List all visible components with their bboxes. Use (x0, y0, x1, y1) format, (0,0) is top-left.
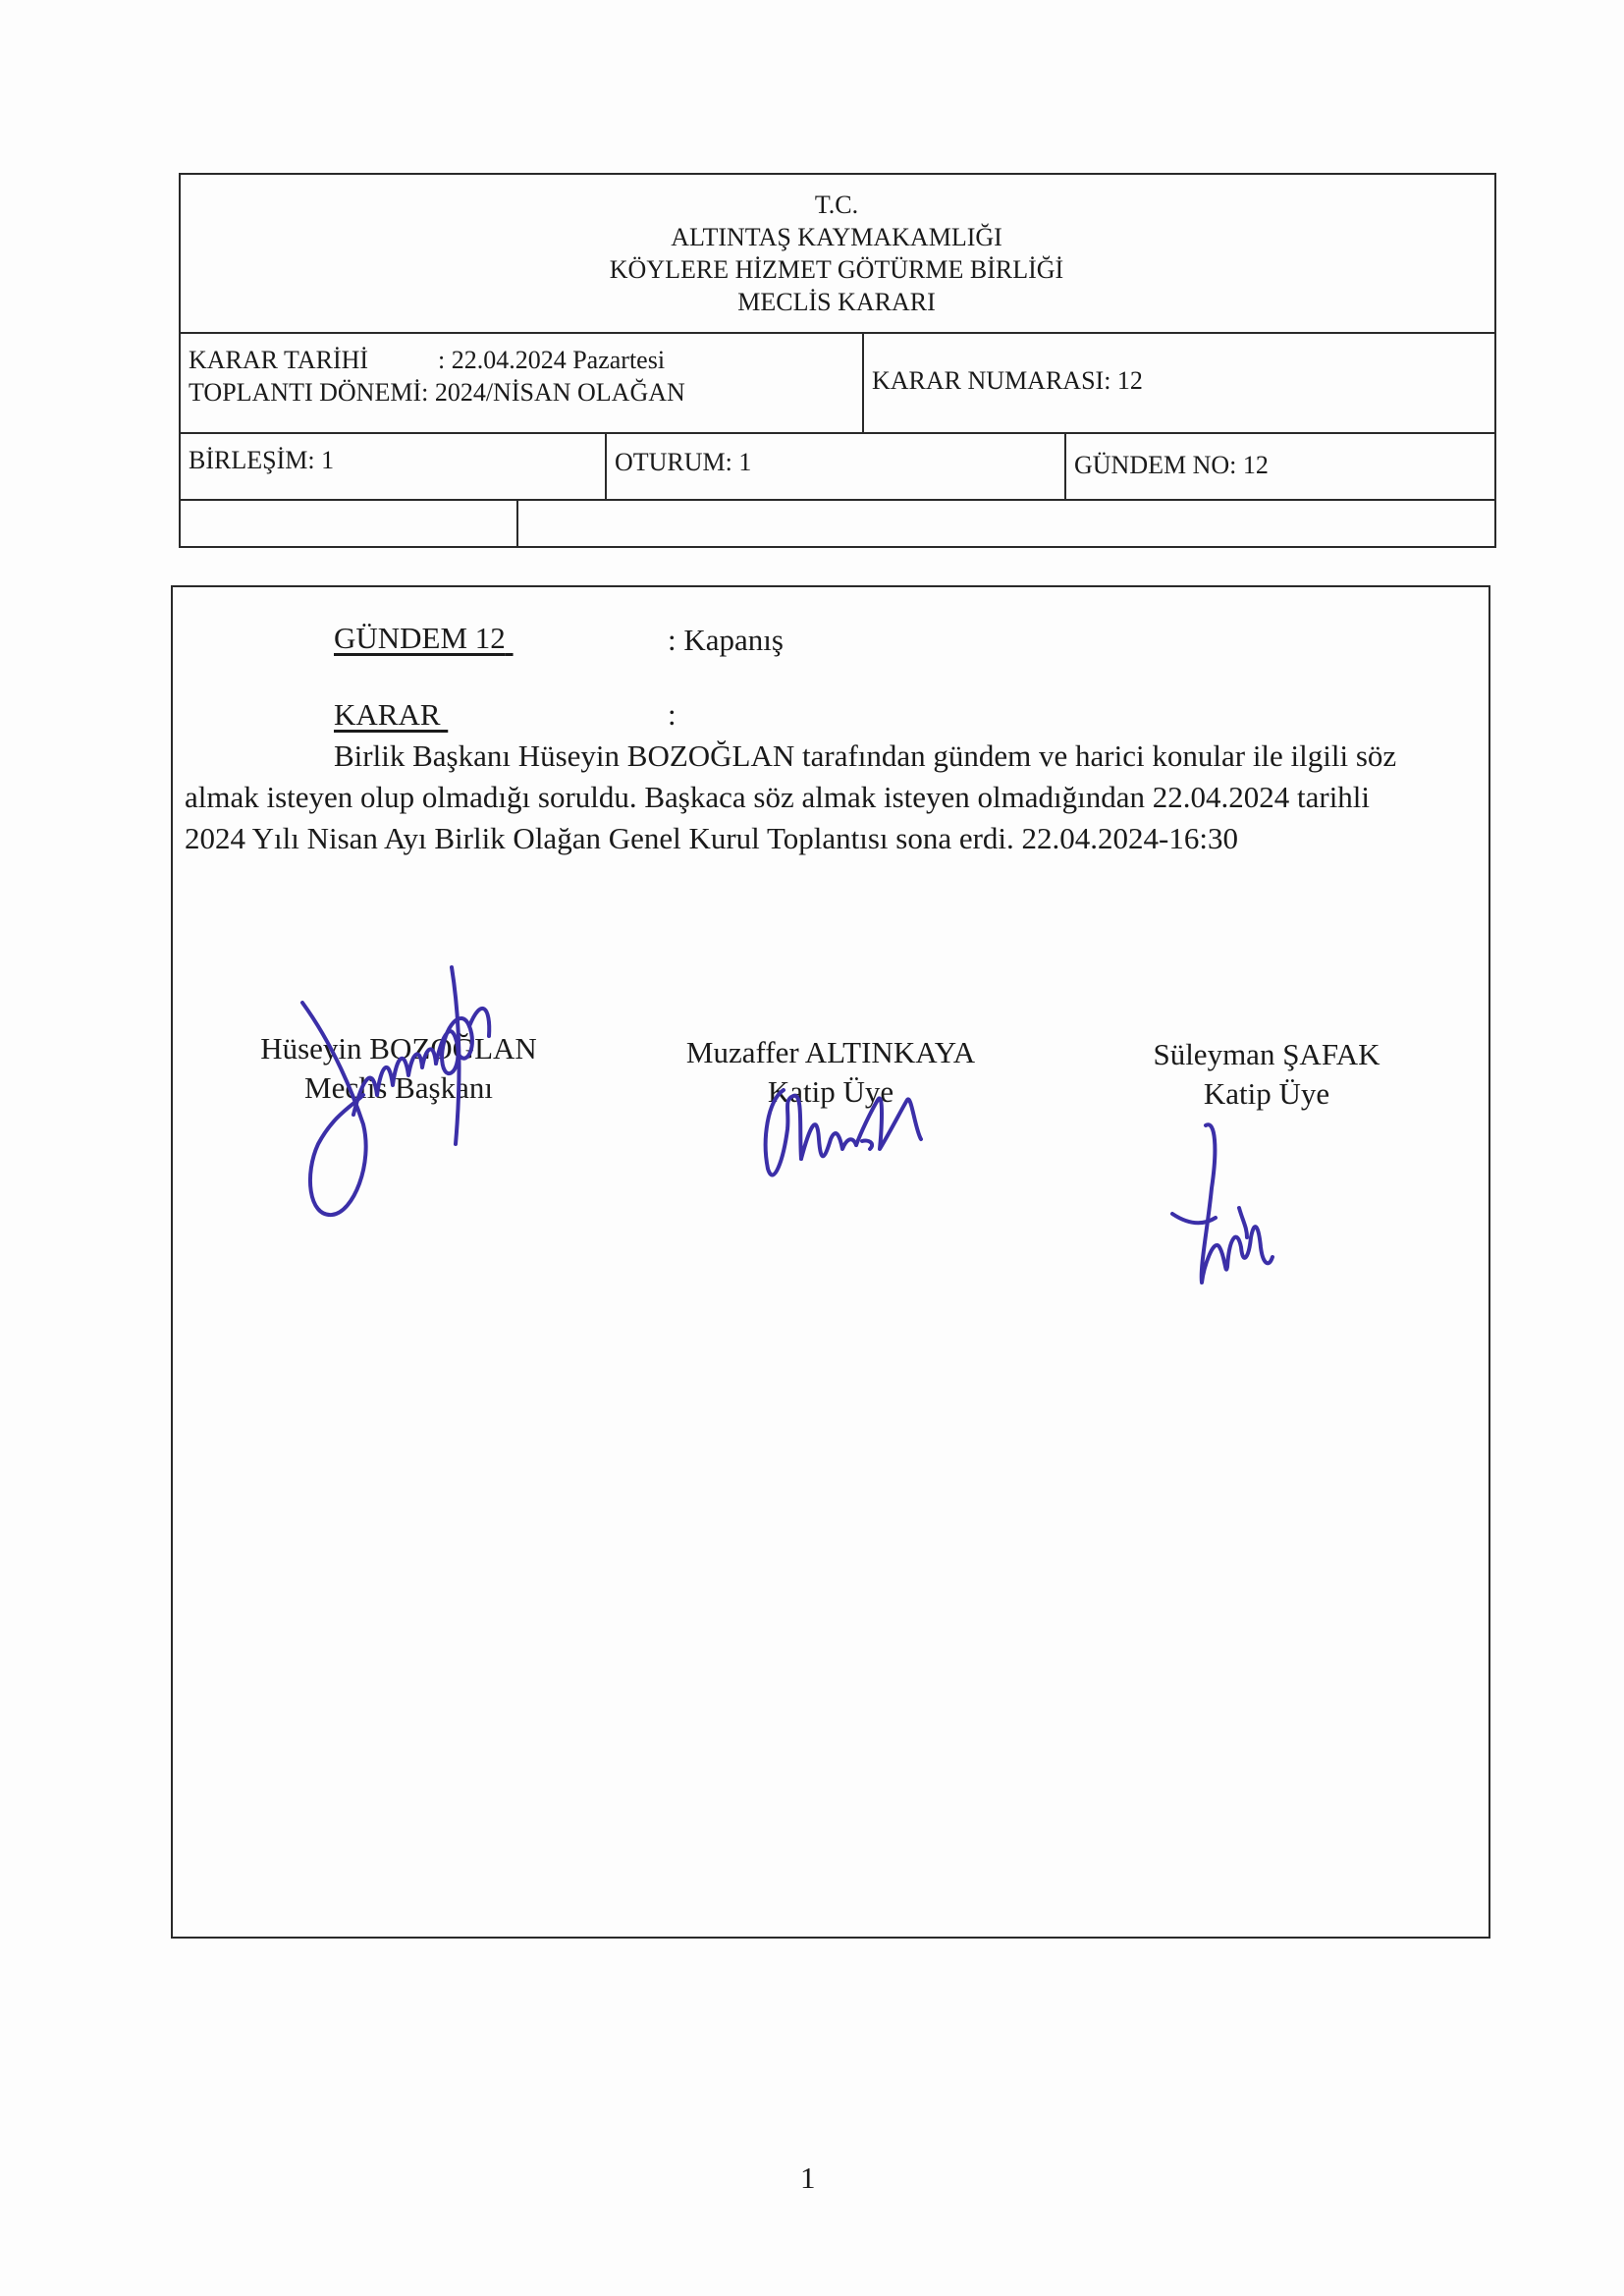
gundem-no: GÜNDEM NO: 12 (1074, 451, 1269, 479)
decision-line-3: 2024 Yılı Nisan Ayı Birlik Olağan Genel Kurul Toplantısı sona erdi. 22.04.2024-16:30 (185, 821, 1238, 855)
decision-line-2: almak isteyen olup olmadığı soruldu. Başkaca söz almak isteyen olmadığından 22.04.2024 tarihli (185, 780, 1371, 814)
meeting-column-divider-1 (605, 432, 607, 499)
karar-numarasi: KARAR NUMARASI: 12 (872, 366, 1143, 395)
gundem-label-text: GÜNDEM 12 (334, 621, 506, 655)
karar-tarihi-value: : 22.04.2024 Pazartesi (438, 346, 666, 374)
signatory-3-title: Katip Üye (1203, 1076, 1330, 1111)
karar-label-underline (441, 693, 667, 737)
header-document-type: MECLİS KARARI (737, 288, 936, 316)
header-kaymakamlik: ALTINTAŞ KAYMAKAMLIĞI (671, 223, 1002, 251)
header-birlik: KÖYLERE HİZMET GÖTÜRME BİRLİĞİ (609, 255, 1064, 284)
signatory-3-name: Süleyman ŞAFAK (1153, 1037, 1380, 1071)
birlesim: BİRLEŞİM: 1 (189, 446, 335, 474)
karar-colon: : (668, 697, 677, 732)
karar-tarihi-label: KARAR TARİHİ (189, 346, 369, 374)
signatory-1-name: Hüseyin BOZOĞLAN (260, 1031, 537, 1066)
meeting-divider (179, 499, 1496, 501)
signature-2-image (754, 1070, 950, 1188)
page-number: 1 (800, 2160, 816, 2195)
meeting-column-divider-2 (1064, 432, 1066, 499)
signature-3-image (1164, 1120, 1312, 1296)
oturum: OTURUM: 1 (615, 448, 752, 476)
karar-label-text: KARAR (334, 697, 441, 732)
gundem-label-underline (506, 617, 653, 660)
signatory-2-title: Katip Üye (767, 1074, 894, 1109)
signature-1-image (295, 957, 530, 1223)
decision-line-1: Birlik Başkanı Hüseyin BOZOĞLAN tarafından gündem ve harici konular ile ilgili söz (334, 738, 1397, 773)
signatory-2-name: Muzaffer ALTINKAYA (685, 1035, 976, 1069)
empty-row-divider (516, 499, 518, 548)
signatory-1-title: Meclis Başkanı (304, 1070, 493, 1105)
header-divider (179, 332, 1496, 334)
header-tc: T.C. (814, 191, 859, 219)
karar-label (334, 693, 667, 737)
info-column-divider (862, 332, 864, 432)
gundem-label (334, 617, 653, 660)
info-divider (179, 432, 1496, 434)
gundem-value: : Kapanış (668, 623, 784, 657)
toplanti-donemi: TOPLANTI DÖNEMİ: 2024/NİSAN OLAĞAN (189, 378, 685, 407)
